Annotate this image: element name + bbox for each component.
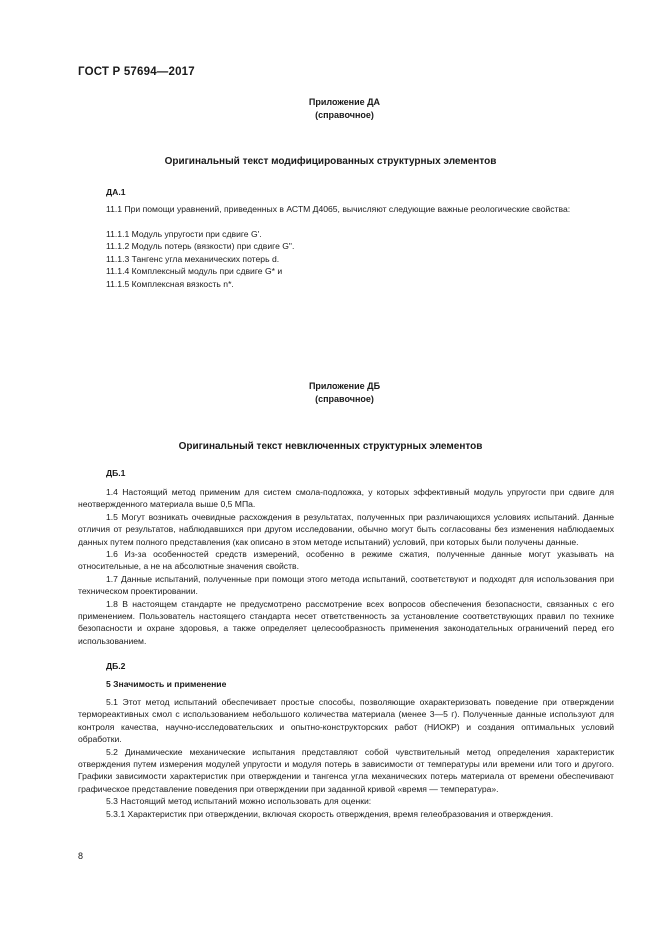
paragraph: 1.7 Данные испытаний, полученные при помощи этого метода испытаний, соответствуют и подходят для использования при техническом проектировании. xyxy=(78,573,614,597)
annex-a-list xyxy=(106,228,294,290)
paragraph: 1.6 Из-за особенностей средств измерений, особенно в режиме сжатия, полученные данные могут указывать на относительные, а не на абсолютные значения свойств. xyxy=(78,549,614,572)
annex-b-paras1 xyxy=(78,486,614,647)
annex-b-label2: ДБ.2 xyxy=(106,661,126,671)
list-item: 11.1.5 Комплексная вязкость n*. xyxy=(106,278,234,289)
annex-a-label: ДА.1 xyxy=(106,187,126,197)
list-item: 11.1.4 Комплексный модуль при сдвиге G* и xyxy=(106,266,283,277)
paragraph: 5.3.1 Характеристик при отверждении, включая скорость отверждения, время гелеобразования и отверждения. xyxy=(106,808,554,819)
annex-b-title-block xyxy=(0,380,661,406)
annex-a-intro-text: 11.1 При помощи уравнений, приведенных в АСТМ Д4065, вычисляют следующие важные реологические свойства: xyxy=(106,204,571,214)
annex-a-intro xyxy=(78,203,614,215)
list-item: 11.1.1 Модуль упругости при сдвиге G'. xyxy=(106,229,262,239)
annex-a-subtitle: (справочное) xyxy=(315,110,374,120)
page-number: 8 xyxy=(78,851,84,861)
paragraph: 5.1 Этот метод испытаний обеспечивает простые способы, позволяющие охарактеризовать поведение при отверждении термореактивных смол с использованием небольшого количества материала (менее 3—5 г). Полученные данные используют для контроля качества, научно-исследовательских и опытно-конструкторских работ (НИОКР) и создания оптимальных условий обработки. xyxy=(78,697,614,745)
annex-b-paras2 xyxy=(78,696,614,820)
annex-b-label1: ДБ.1 xyxy=(106,468,126,478)
list-item: 11.1.2 Модуль потерь (вязкости) при сдвиге G". xyxy=(106,241,295,252)
annex-b-title: Приложение ДБ xyxy=(308,381,381,391)
annex-b-heading: Оригинальный текст невключенных структурных элементов xyxy=(178,441,483,452)
paragraph: 1.5 Могут возникать очевидные расхождения в результатах, полученных при различающихся условиях испытаний. Данные отличия от результатов, наблюдавшихся при другом исследовании, обычно могут быть согласованы без изменения наблюдаемых данных путем полного представления (как описано в этом методе испытаний) условий, при которых были получены данные. xyxy=(78,511,614,547)
paragraph: 1.8 В настоящем стандарте не предусмотрено рассмотрение всех вопросов обеспечения безопасности, связанных с его применением. Пользователь настоящего стандарта несет ответственность за установление соответствующих правил по технике безопасности и охране здоровья, а также определяет целесообразность применения законодательных ограничений перед его использованием. xyxy=(78,598,614,646)
list-item: 11.1.3 Тангенс угла механических потерь d. xyxy=(106,253,280,264)
annex-a-title-block xyxy=(0,96,661,122)
annex-a-title: Приложение ДА xyxy=(308,97,381,107)
paragraph: 5.2 Динамические механические испытания представляют собой чувствительный метод определения характеристик отверждения путем измерения модулей упругости и модуля потерь в зависимости от температуры или времени или того и другого. Графики зависимости характеристик при отверждении и тангенса угла механических потерь материала от времени обеспечивают графическое представление поведения при отверждении при заданной кривой «время — температура». xyxy=(78,746,614,794)
annex-a-heading: Оригинальный текст модифицированных структурных элементов xyxy=(164,156,497,167)
standard-header: ГОСТ Р 57694—2017 xyxy=(78,66,195,78)
annex-b-subtitle: (справочное) xyxy=(315,394,374,404)
section-5-heading: 5 Значимость и применение xyxy=(106,679,227,689)
paragraph: 5.3 Настоящий метод испытаний можно использовать для оценки: xyxy=(106,796,372,807)
paragraph: 1.4 Настоящий метод применим для систем смола-подложка, у которых эффективный модуль упругости при сдвиге для неотвержденного материала выше 0,5 МПа. xyxy=(78,487,614,510)
